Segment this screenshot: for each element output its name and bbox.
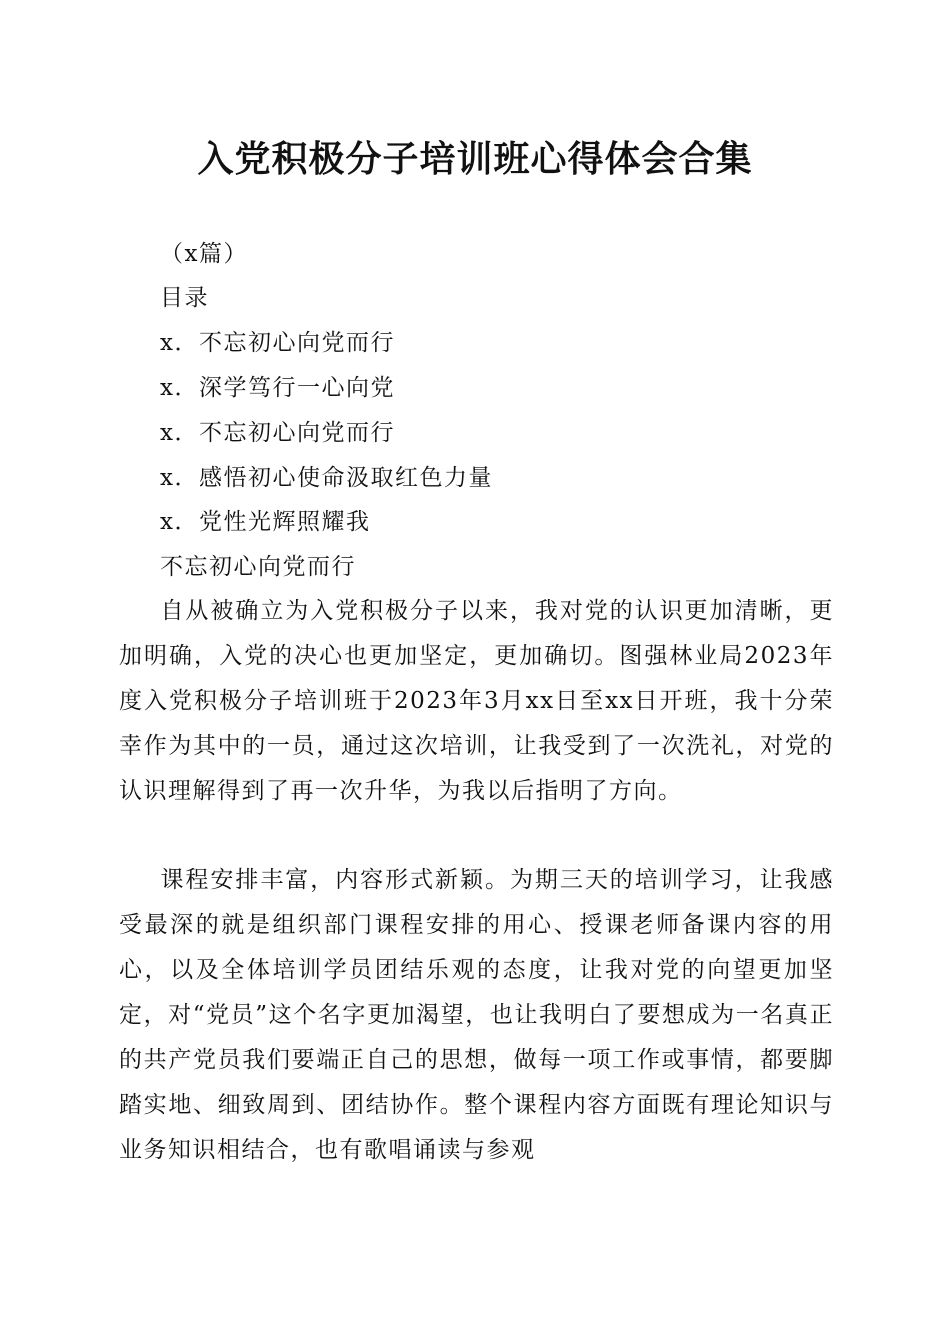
- toc-item: x．深学笃行一心向党: [160, 375, 395, 401]
- toc-item: x．不忘初心向党而行: [160, 420, 395, 446]
- toc-item: x．感悟初心使命汲取红色力量: [160, 465, 493, 491]
- document-title: 入党积极分子培训班心得体会合集: [197, 138, 753, 180]
- body-paragraph: [119, 589, 834, 814]
- paragraph-text: 课程安排丰富，内容形式新颖。为期三天的培训学习，让我感受最深的就是组织部门课程安排的用心、授课老师备课内容的用心，以及全体培训学员团结乐观的态度，让我对党的向望更加坚定，对“党员”这个名字更加渴望，也让我明白了要想成为一名真正的共产党员我们要端正自己的思想，做每一项工作或事情，都要脚踏实地、细致周到、团结协作。整个课程内容方面既有理论知识与业务知识相结合，也有歌唱诵读与参观: [119, 867, 834, 1163]
- toc-item: x．党性光辉照耀我: [160, 509, 371, 535]
- section-title: 不忘初心向党而行: [160, 554, 356, 580]
- body-paragraph: [119, 858, 834, 1173]
- toc-item: x．不忘初心向党而行: [160, 330, 395, 356]
- toc-heading: 目录: [160, 285, 209, 311]
- article-count: （x篇）: [160, 241, 248, 267]
- paragraph-text: 自从被确立为入党积极分子以来，我对党的认识更加清晰，更加明确，入党的决心也更加坚定，更加确切。图强林业局2023年度入党积极分子培训班于2023年3月xx日至xx日开班，我十分荣幸作为其中的一员，通过这次培训，让我受到了一次洗礼，对党的认识理解得到了再一次升华，为我以后指明了方向。: [119, 598, 834, 804]
